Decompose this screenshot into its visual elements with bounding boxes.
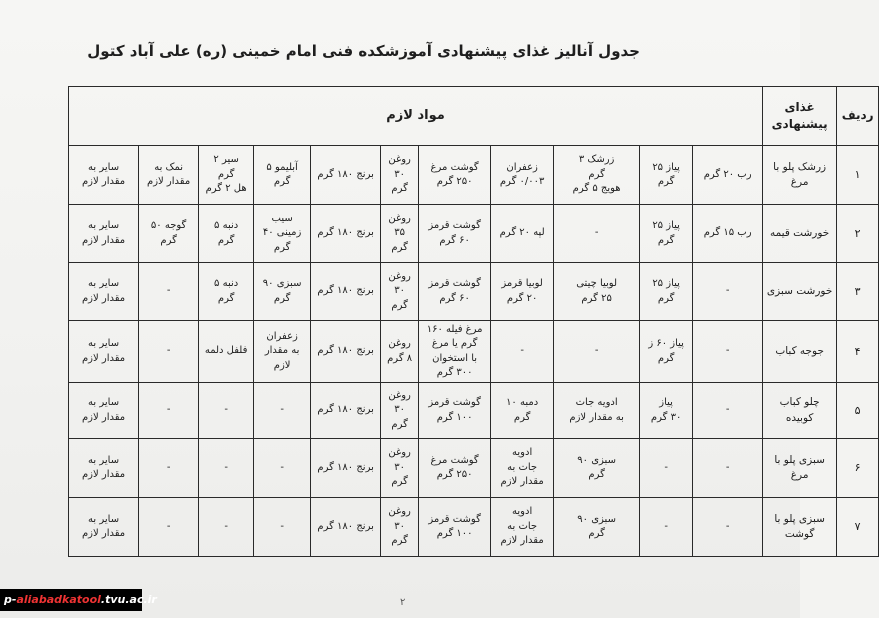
ingredient-cell: - xyxy=(640,439,693,498)
ingredient-cell: زعفران به مقدار لازم xyxy=(254,321,311,383)
ingredient-cell: سایر به مقدار لازم xyxy=(69,498,139,557)
row-number: ۷ xyxy=(837,498,879,557)
food-name: جوجه کباب xyxy=(763,321,837,383)
ingredient-cell: - xyxy=(254,498,311,557)
ingredient-cell: گوشت مرغ ۲۵۰ گرم xyxy=(419,146,491,205)
ingredient-cell: روغن ۳۰ گرم xyxy=(381,439,419,498)
ingredient-cell: زرشک ۳ گرم هویج ۵ گرم xyxy=(554,146,640,205)
food-name: سبزی پلو با گوشت xyxy=(763,498,837,557)
ingredient-cell: - xyxy=(693,439,763,498)
ingredient-cell: روغن ۳۵ گرم xyxy=(381,205,419,263)
ingredient-cell: گوجه ۵۰ گرم xyxy=(139,205,199,263)
ingredient-cell: ادویه جات به مقدار لازم xyxy=(491,498,554,557)
ingredient-cell: گوشت مرغ ۲۵۰ گرم xyxy=(419,439,491,498)
table-row xyxy=(69,498,879,557)
ingredient-cell: سایر به مقدار لازم xyxy=(69,146,139,205)
ingredient-cell: دمبه ۱۰ گرم xyxy=(491,383,554,439)
ingredient-cell: سبزی ۹۰ گرم xyxy=(254,263,311,321)
ingredient-cell: سایر به مقدار لازم xyxy=(69,383,139,439)
ingredient-cell: لوبیا چیتی ۲۵ گرم xyxy=(554,263,640,321)
ingredient-cell: گوشت قرمز ۱۰۰ گرم xyxy=(419,498,491,557)
ingredient-cell: - xyxy=(554,205,640,263)
ingredient-cell: - xyxy=(139,383,199,439)
ingredient-cell: برنج ۱۸۰ گرم xyxy=(311,498,381,557)
ingredient-cell: گوشت قرمز ۶۰ گرم xyxy=(419,205,491,263)
ingredient-cell: رب ۱۵ گرم xyxy=(693,205,763,263)
row-number: ۴ xyxy=(837,321,879,383)
ingredient-cell: - xyxy=(139,439,199,498)
ingredient-cell: لوبیا قرمز ۲۰ گرم xyxy=(491,263,554,321)
food-name: خورشت سبزی xyxy=(763,263,837,321)
ingredient-cell: - xyxy=(693,498,763,557)
ingredient-cell: برنج ۱۸۰ گرم xyxy=(311,263,381,321)
page-number: ۲ xyxy=(400,597,406,608)
ingredient-cell: گوشت قرمز ۶۰ گرم xyxy=(419,263,491,321)
ingredient-cell: ادویه جات به مقدار لازم xyxy=(491,439,554,498)
ingredient-cell: - xyxy=(491,321,554,383)
page-title: جدول آنالیز غذای پیشنهادی آموزشکده فنی امام خمینی (ره) علی آباد کتول xyxy=(87,42,640,60)
ingredient-cell: روغن ۳۰ گرم xyxy=(381,383,419,439)
row-number: ۲ xyxy=(837,205,879,263)
food-name: خورشت قیمه xyxy=(763,205,837,263)
food-analysis-table xyxy=(68,86,879,557)
ingredient-cell: دنبه ۵ گرم xyxy=(199,263,254,321)
ingredient-cell: - xyxy=(199,439,254,498)
ingredient-cell: - xyxy=(139,263,199,321)
ingredient-cell: - xyxy=(640,498,693,557)
table-row xyxy=(69,205,879,263)
ingredient-cell: پیاز ۲۵ گرم xyxy=(640,205,693,263)
ingredient-cell: - xyxy=(554,321,640,383)
ingredient-cell: روغن ۳۰ گرم xyxy=(381,146,419,205)
table-row xyxy=(69,321,879,383)
ingredient-cell: زعفران ۰/۰۰۳ گرم xyxy=(491,146,554,205)
ingredient-cell: لپه ۲۰ گرم xyxy=(491,205,554,263)
table-row xyxy=(69,146,879,205)
ingredient-cell: رب ۲۰ گرم xyxy=(693,146,763,205)
ingredient-cell: پیاز ۲۵ گرم xyxy=(640,263,693,321)
ingredient-cell: مرغ فیله ۱۶۰ گرم یا مرغ با استخوان ۳۰۰ گرم xyxy=(419,321,491,383)
ingredient-cell: - xyxy=(199,383,254,439)
ingredient-cell: پیاز ۶۰ ز گرم xyxy=(640,321,693,383)
ingredient-cell: - xyxy=(139,321,199,383)
ingredient-cell: فلفل دلمه xyxy=(199,321,254,383)
ingredient-cell: روغن ۸ گرم xyxy=(381,321,419,383)
row-number: ۶ xyxy=(837,439,879,498)
ingredient-cell: - xyxy=(254,439,311,498)
ingredient-cell: گوشت قرمز ۱۰۰ گرم xyxy=(419,383,491,439)
food-name: چلو کباب کوبیده xyxy=(763,383,837,439)
ingredient-cell: - xyxy=(199,498,254,557)
ingredient-cell: - xyxy=(693,383,763,439)
ingredient-cell: دنبه ۵ گرم xyxy=(199,205,254,263)
ingredient-cell: برنج ۱۸۰ گرم xyxy=(311,146,381,205)
ingredient-cell: - xyxy=(254,383,311,439)
ingredient-cell: - xyxy=(693,321,763,383)
ingredient-cell: سبزی ۹۰ گرم xyxy=(554,439,640,498)
ingredient-cell: برنج ۱۸۰ گرم xyxy=(311,321,381,383)
ingredient-cell: سبزی ۹۰ گرم xyxy=(554,498,640,557)
ingredient-cell: برنج ۱۸۰ گرم xyxy=(311,439,381,498)
ingredient-cell: پیاز ۳۰ گرم xyxy=(640,383,693,439)
ingredient-cell: سایر به مقدار لازم xyxy=(69,439,139,498)
site-watermark: p-aliabadkatool.tvu.ac.ir xyxy=(0,589,142,611)
ingredient-cell: سایر به مقدار لازم xyxy=(69,205,139,263)
ingredient-cell: روغن ۳۰ گرم xyxy=(381,263,419,321)
row-number: ۵ xyxy=(837,383,879,439)
ingredient-cell: پیاز ۲۵ گرم xyxy=(640,146,693,205)
ingredient-cell: ادویه جات به مقدار لازم xyxy=(554,383,640,439)
ingredient-cell: سایر به مقدار لازم xyxy=(69,263,139,321)
ingredient-cell: - xyxy=(693,263,763,321)
header-ingredients: مواد لازم xyxy=(69,87,763,146)
header-row-number: ردیف xyxy=(837,87,879,146)
table-row xyxy=(69,439,879,498)
ingredient-cell: آبلیمو ۵ گرم xyxy=(254,146,311,205)
table-row xyxy=(69,383,879,439)
ingredient-cell: برنج ۱۸۰ گرم xyxy=(311,205,381,263)
row-number: ۱ xyxy=(837,146,879,205)
ingredient-cell: برنج ۱۸۰ گرم xyxy=(311,383,381,439)
ingredient-cell: - xyxy=(139,498,199,557)
ingredient-cell: روغن ۳۰ گرم xyxy=(381,498,419,557)
food-name: سبزی پلو با مرغ xyxy=(763,439,837,498)
ingredient-cell: سیر ۲ گرم هل ۲ گرم xyxy=(199,146,254,205)
ingredient-cell: سیب زمینی ۴۰ گرم xyxy=(254,205,311,263)
ingredient-cell: نمک به مقدار لازم xyxy=(139,146,199,205)
ingredient-cell: سایر به مقدار لازم xyxy=(69,321,139,383)
table-row xyxy=(69,263,879,321)
header-food: غذای پیشنهادی xyxy=(763,87,837,146)
row-number: ۳ xyxy=(837,263,879,321)
food-name: زرشک پلو با مرغ xyxy=(763,146,837,205)
